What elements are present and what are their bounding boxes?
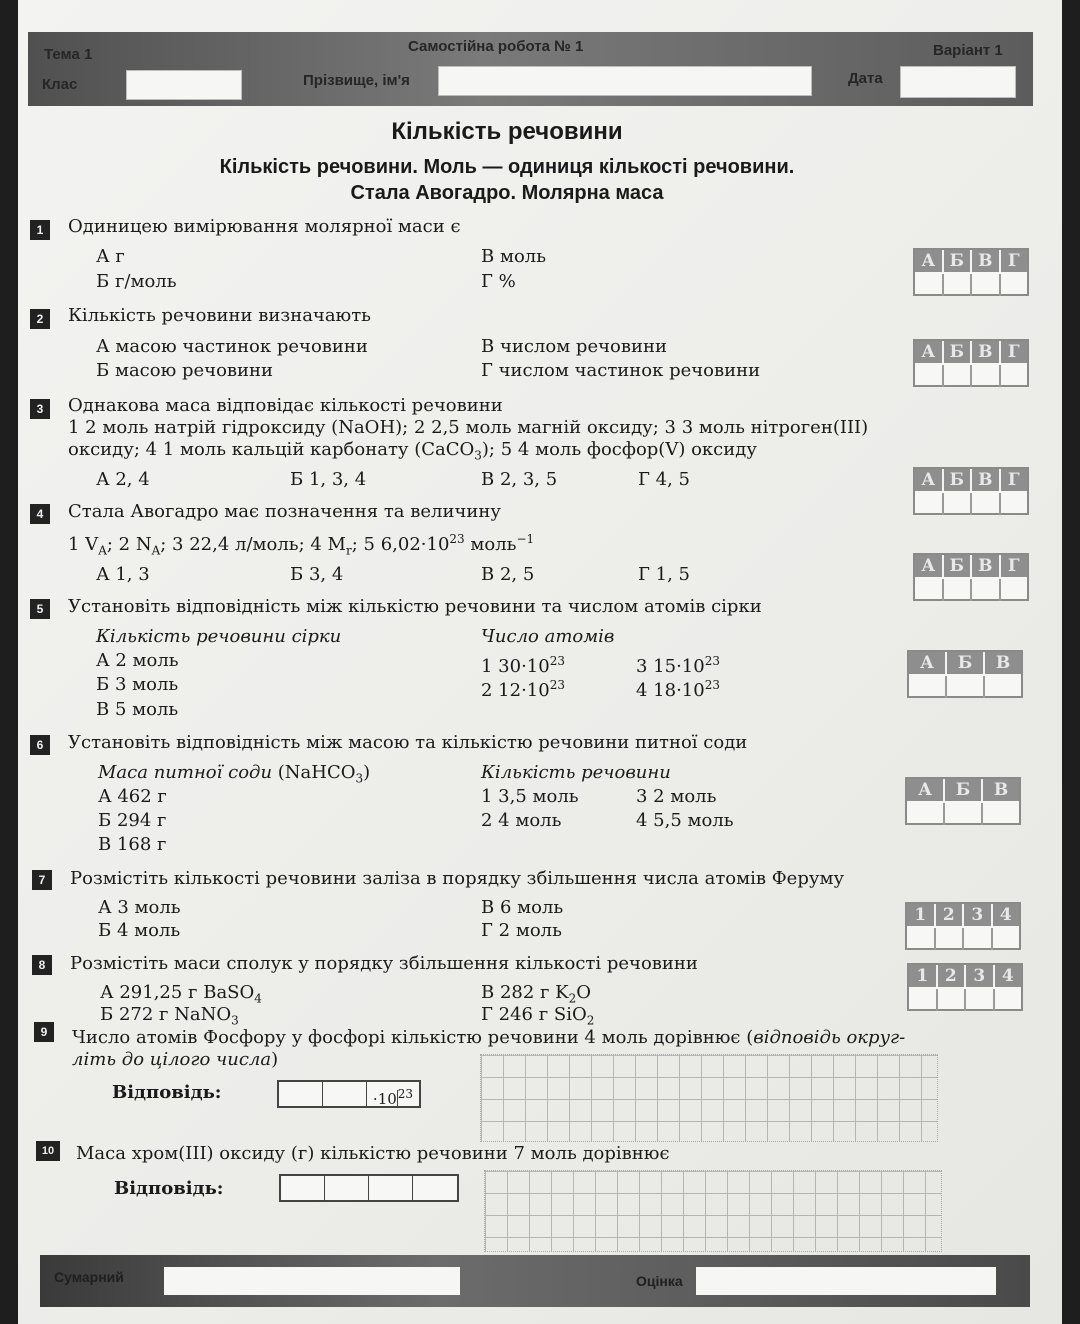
column-head-2: Число атомів — [481, 626, 615, 647]
name-field[interactable] — [438, 66, 812, 96]
option-b: Б 272 г NaNO$_3$ — [100, 1004, 239, 1028]
subtitle-line-1: Кількість речовини. Моль — одиниця кількості речовини. — [219, 156, 795, 178]
question-text: Установіть відповідність між масою та кількістю речовини питної соди — [68, 732, 748, 753]
grid-letter-b: Б — [947, 652, 985, 674]
grid-letter-a: А — [915, 469, 944, 491]
grid-num-2: 2 — [936, 904, 965, 926]
option-b: Б 3 моль — [96, 674, 179, 695]
option-d: Г % — [481, 271, 516, 292]
scratch-grid — [484, 1170, 942, 1252]
grid-letter-d: Г — [1007, 470, 1020, 490]
question-text: Маса хром(III) оксиду (г) кількістю речовини 7 моль дорівнює — [76, 1143, 670, 1164]
match-1: 1 $30\cdot 10^{23}$ — [481, 654, 565, 677]
footer-bar — [40, 1255, 1030, 1307]
question-line-2: 1 $V_A$; 2 $N_A$; 3 22,4 л/моль; 4 $M_r$; 5 $6,02\cdot 10^{23}$ моль$^{-1}$ — [68, 532, 535, 558]
option-a: А 3 моль — [98, 897, 181, 918]
question-text: Кількість речовини визначають — [68, 305, 371, 326]
date-label: Дата — [848, 70, 883, 87]
grid-letter-b: Б — [944, 341, 973, 363]
grid-letter-b: Б — [944, 469, 973, 491]
match-2: 2 $12\cdot 10^{23}$ — [481, 678, 565, 701]
option-b: Б г/моль — [96, 271, 177, 292]
class-field[interactable] — [126, 70, 242, 100]
option-c: В 282 г $K_2O$ — [481, 982, 592, 1006]
option-a: А 2, 4 — [96, 469, 150, 490]
question-number: 7 — [32, 870, 52, 890]
date-field[interactable] — [900, 66, 1016, 98]
grid-letter-b: Б — [944, 250, 973, 272]
option-d: Г числом частинок речовини — [481, 360, 761, 381]
grid-letter-c: В — [972, 250, 1001, 272]
question-line-3: оксиду; 4 1 моль кальцій карбонату (CaCO$_3$); 5 4 моль фосфор(V) оксиду — [68, 439, 757, 463]
question-text: Однакова маса відповідає кількості речовини — [68, 395, 503, 416]
option-d: Г 1, 5 — [638, 564, 690, 585]
grid-letter-a: А — [909, 652, 947, 674]
grid-letter-d: Г — [1007, 556, 1020, 576]
question-text: Розмістіть маси сполук у порядку збільшення кількості речовини — [70, 953, 698, 974]
question-number: 2 — [30, 309, 50, 329]
answer-label: Відповідь: — [114, 1178, 224, 1199]
question-number: 10 — [36, 1141, 60, 1161]
question-number: 5 — [30, 599, 50, 619]
scratch-grid — [480, 1054, 938, 1142]
grid-letter-a: А — [915, 250, 944, 272]
question-number: 6 — [30, 735, 50, 755]
option-c: В 6 моль — [481, 897, 564, 918]
question-number: 8 — [32, 955, 52, 975]
grade-field[interactable] — [696, 1267, 996, 1295]
option-c: В 2, 3, 5 — [481, 469, 558, 490]
option-a: А 291,25 г BaSO$_4$ — [100, 982, 262, 1006]
grid-letter-d: Г — [1007, 251, 1020, 271]
answer-grid[interactable] — [905, 902, 1021, 950]
grid-num-4: 4 — [1001, 966, 1014, 986]
grid-letter-c: В — [972, 469, 1001, 491]
grid-letter-c: В — [972, 555, 1001, 577]
question-number: 1 — [30, 220, 50, 240]
option-b: Б 4 моль — [98, 920, 181, 941]
sum-label: Сумарний — [54, 1269, 124, 1285]
option-b: Б 3, 4 — [290, 564, 344, 585]
grid-letter-b: Б — [945, 779, 983, 801]
answer-grid[interactable] — [913, 553, 1029, 601]
answer-grid[interactable] — [913, 467, 1029, 515]
option-d: Г 4, 5 — [638, 469, 690, 490]
option-a: А 2 моль — [96, 650, 179, 671]
match-1: 1 3,5 моль — [481, 786, 579, 807]
match-3: 3 $15\cdot 10^{23}$ — [636, 654, 720, 677]
answer-grid[interactable] — [907, 963, 1023, 1011]
grid-num-1: 1 — [909, 965, 938, 987]
question-number: 9 — [34, 1022, 54, 1042]
sum-field[interactable] — [164, 1267, 460, 1295]
answer-grid[interactable] — [913, 339, 1029, 387]
option-b: Б 294 г — [98, 810, 167, 831]
option-c: В 2, 5 — [481, 564, 535, 585]
grid-num-3: 3 — [966, 965, 995, 987]
question-line-2: 1 2 моль натрій гідроксиду (NaOH); 2 2,5 моль магній оксиду; 3 3 моль нітроген(III) — [68, 417, 869, 438]
grade-label: Оцінка — [636, 1273, 683, 1289]
option-c: В 5 моль — [96, 699, 179, 720]
option-c: В 168 г — [98, 834, 167, 855]
subtitle-line-2: Стала Авогадро. Молярна маса — [350, 182, 664, 204]
question-text: Розмістіть кількості речовини заліза в порядку збільшення числа атомів Феруму — [70, 868, 845, 889]
match-3: 3 2 моль — [636, 786, 717, 807]
header-bar — [28, 32, 1033, 106]
class-label: Клас — [42, 76, 78, 93]
option-b: Б масою речовини — [96, 360, 274, 381]
work-title: Самостійна робота № 1 — [408, 38, 584, 55]
match-4: 4 5,5 моль — [636, 810, 734, 831]
option-d: Г 2 моль — [481, 920, 562, 941]
option-c: В моль — [481, 246, 547, 267]
variant-label: Варіант 1 — [933, 42, 1003, 59]
match-2: 2 4 моль — [481, 810, 562, 831]
grid-num-4: 4 — [999, 905, 1012, 925]
topic-label: Тема 1 — [44, 46, 93, 63]
answer-input[interactable] — [277, 1080, 421, 1108]
option-d: Г 246 г SiO$_2$ — [481, 1004, 595, 1028]
answer-grid[interactable] — [905, 777, 1021, 825]
option-a: А 1, 3 — [96, 564, 150, 585]
grid-letter-d: Г — [1007, 342, 1020, 362]
grid-letter-a: А — [915, 341, 944, 363]
question-text: Число атомів Фосфору у фосфорі кількістю речовини 4 моль дорівнює (відповідь округ- — [72, 1027, 906, 1048]
grid-num-2: 2 — [938, 965, 967, 987]
answer-input[interactable] — [279, 1174, 459, 1202]
question-number: 4 — [30, 504, 50, 524]
option-c: В числом речовини — [481, 336, 667, 357]
column-head-2: Кількість речовини — [481, 762, 671, 783]
option-b: Б 1, 3, 4 — [290, 469, 367, 490]
option-a: А 462 г — [98, 786, 167, 807]
grid-letter-a: А — [915, 555, 944, 577]
grid-letter-b: Б — [944, 555, 973, 577]
question-text: Стала Авогадро має позначення та величину — [68, 501, 501, 522]
option-a: А г — [96, 246, 125, 267]
question-text: Установіть відповідність між кількістю речовини та числом атомів сірки — [68, 596, 762, 617]
column-head-1: Кількість речовини сірки — [96, 626, 342, 647]
answer-grid[interactable] — [913, 248, 1029, 296]
subtitle — [0, 154, 1014, 206]
page-title: Кількість речовини — [391, 118, 623, 145]
grid-letter-c: В — [993, 780, 1009, 800]
grid-letter-a: А — [907, 779, 945, 801]
option-a: А масою частинок речовини — [96, 336, 368, 357]
grid-num-3: 3 — [964, 904, 993, 926]
column-head-1: Маса питної соди (NaHCO$_3$) — [98, 762, 371, 786]
answer-grid[interactable] — [907, 650, 1023, 698]
question-hint: літь до цілого числа) — [72, 1049, 279, 1070]
question-number: 3 — [30, 399, 50, 419]
name-label: Прізвище, ім'я — [303, 72, 410, 89]
question-text: Одиницею вимірювання молярної маси є — [68, 216, 461, 237]
power-label: $\cdot 10^{23}$ — [372, 1087, 414, 1108]
match-4: 4 $18\cdot 10^{23}$ — [636, 678, 720, 701]
grid-num-1: 1 — [907, 904, 936, 926]
answer-label: Відповідь: — [112, 1082, 222, 1103]
grid-letter-c: В — [972, 341, 1001, 363]
grid-letter-c: В — [995, 653, 1011, 673]
